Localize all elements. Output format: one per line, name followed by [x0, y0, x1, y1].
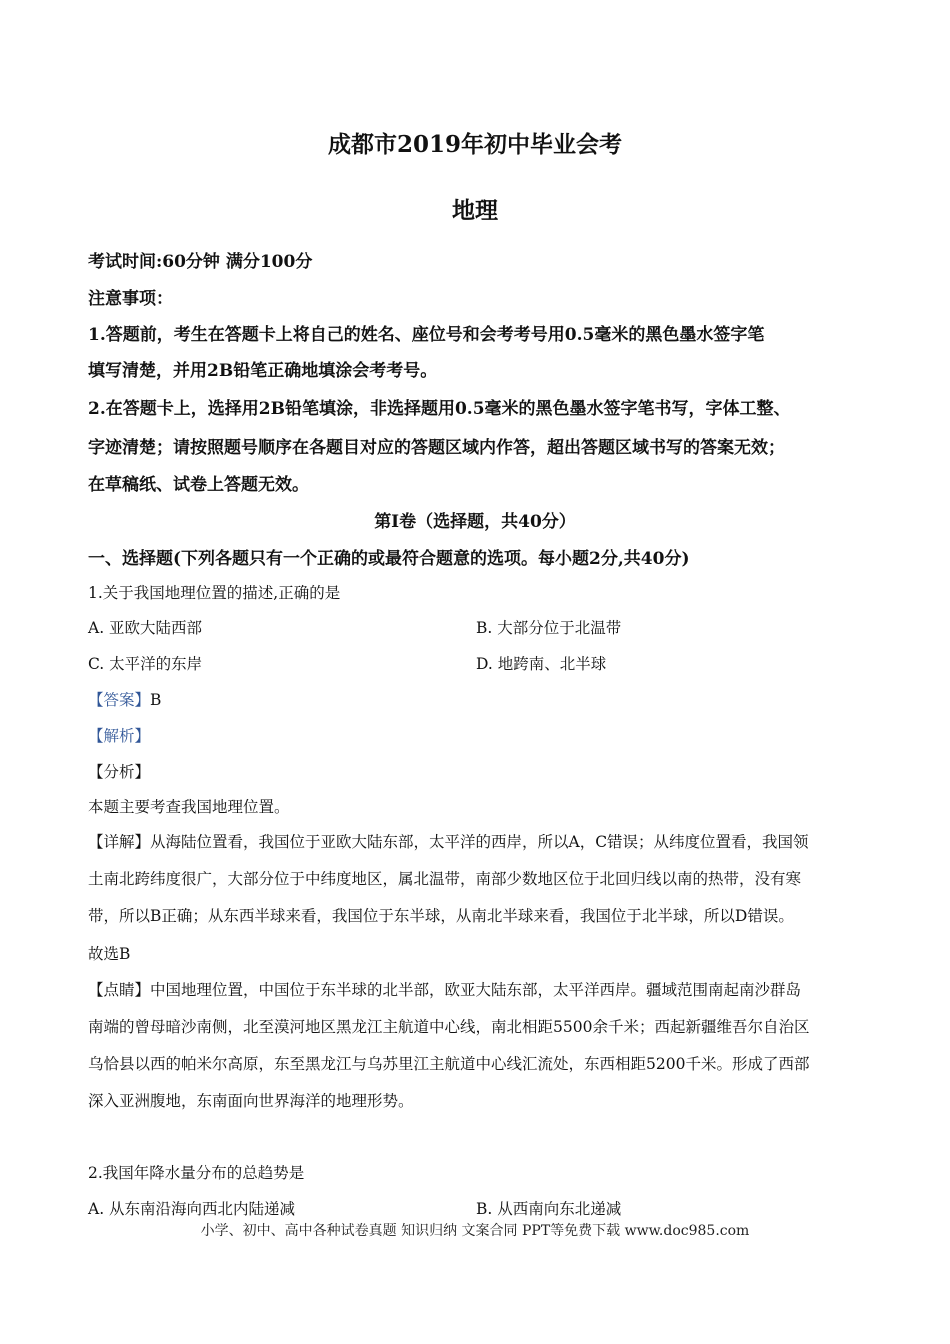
q1-option-b: B. 大部分位于北温带 — [476, 619, 622, 637]
q2-stem: 2.我国年降水量分布的总趋势是 — [88, 1164, 305, 1182]
notice-item-1-line-1: 1.答题前，考生在答题卡上将自己的姓名、座位号和会考考号用0.5毫米的黑色墨水签字笔 — [88, 325, 765, 345]
notice-item-2-line-2: 字迹清楚；请按照题号顺序在各题目对应的答题区域内作答，超出答题区域书写的答案无效； — [88, 438, 785, 458]
answer-tag: 【答案】 — [88, 691, 151, 709]
dianjing-line-3: 乌恰县以西的帕米尔高原，东至黑龙江与乌苏里江主航道中心线汇流处，东西相距5200千米。形成了西部 — [88, 1055, 810, 1073]
analysis-tag: 【解析】 — [88, 727, 151, 745]
notice-heading: 注意事项： — [88, 289, 173, 309]
q1-option-a: A. 亚欧大陆西部 — [88, 619, 203, 637]
q2-option-a: A. 从东南沿海向西北内陆递减 — [88, 1200, 296, 1218]
notice-item-2-line-3: 在草稿纸、试卷上答题无效。 — [88, 475, 309, 495]
fenxi-text: 本题主要考查我国地理位置。 — [88, 798, 290, 816]
volume-title: 第Ⅰ卷（选择题，共40分） — [374, 512, 576, 532]
document-title: 成都市2019年初中毕业会考 — [327, 131, 622, 158]
page-footer: 小学、初中、高中各种试卷真题 知识归纳 文案合同 PPT等免费下载 www.doc985.com — [200, 1223, 750, 1239]
choice-line: 故选B — [88, 945, 131, 963]
q1-option-c: C. 太平洋的东岸 — [88, 655, 203, 673]
dianjing-line-2: 南端的曾母暗沙南侧，北至漠河地区黑龙江主航道中心线，南北相距5500余千米；西起新疆维吾尔自治区 — [88, 1018, 810, 1036]
q1-option-d: D. 地跨南、北半球 — [476, 655, 607, 673]
dianjing-line-1: 【点睛】中国地理位置，中国位于东半球的北半部，欧亚大陆东部，太平洋西岸。疆域范围南起南沙群岛 — [88, 981, 802, 999]
dianjing-line-4: 深入亚洲腹地，东南面向世界海洋的地理形势。 — [88, 1092, 414, 1110]
detail-line-1: 【详解】从海陆位置看，我国位于亚欧大陆东部，太平洋的西岸，所以A，C错误；从纬度位置看，我国领 — [88, 833, 809, 851]
part-title: 一、选择题(下列各题只有一个正确的或最符合题意的选项。每小题2分,共40分) — [88, 549, 690, 569]
detail-line-2: 土南北跨纬度很广，大部分位于中纬度地区，属北温带，南部少数地区位于北回归线以南的热带，没有寒 — [88, 870, 802, 888]
detail-line-3: 带，所以B正确；从东西半球来看，我国位于东半球，从南北半球来看，我国位于北半球，所以D错误。 — [88, 907, 794, 925]
fenxi-tag: 【分析】 — [88, 763, 151, 781]
answer-value: B — [150, 691, 162, 709]
notice-item-2-line-1: 2.在答题卡上，选择用2B铅笔填涂，非选择题用0.5毫米的黑色墨水签字笔书写，字体工整、 — [88, 399, 791, 419]
q1-stem: 1.关于我国地理位置的描述,正确的是 — [88, 584, 341, 602]
q1-answer — [88, 688, 161, 710]
q2-option-b: B. 从西南向东北递减 — [476, 1200, 622, 1218]
subject-title: 地理 — [452, 197, 498, 224]
exam-info: 考试时间:60分钟 满分100分 — [88, 252, 313, 272]
notice-item-1-line-2: 填写清楚，并用2B铅笔正确地填涂会考考号。 — [88, 361, 438, 381]
